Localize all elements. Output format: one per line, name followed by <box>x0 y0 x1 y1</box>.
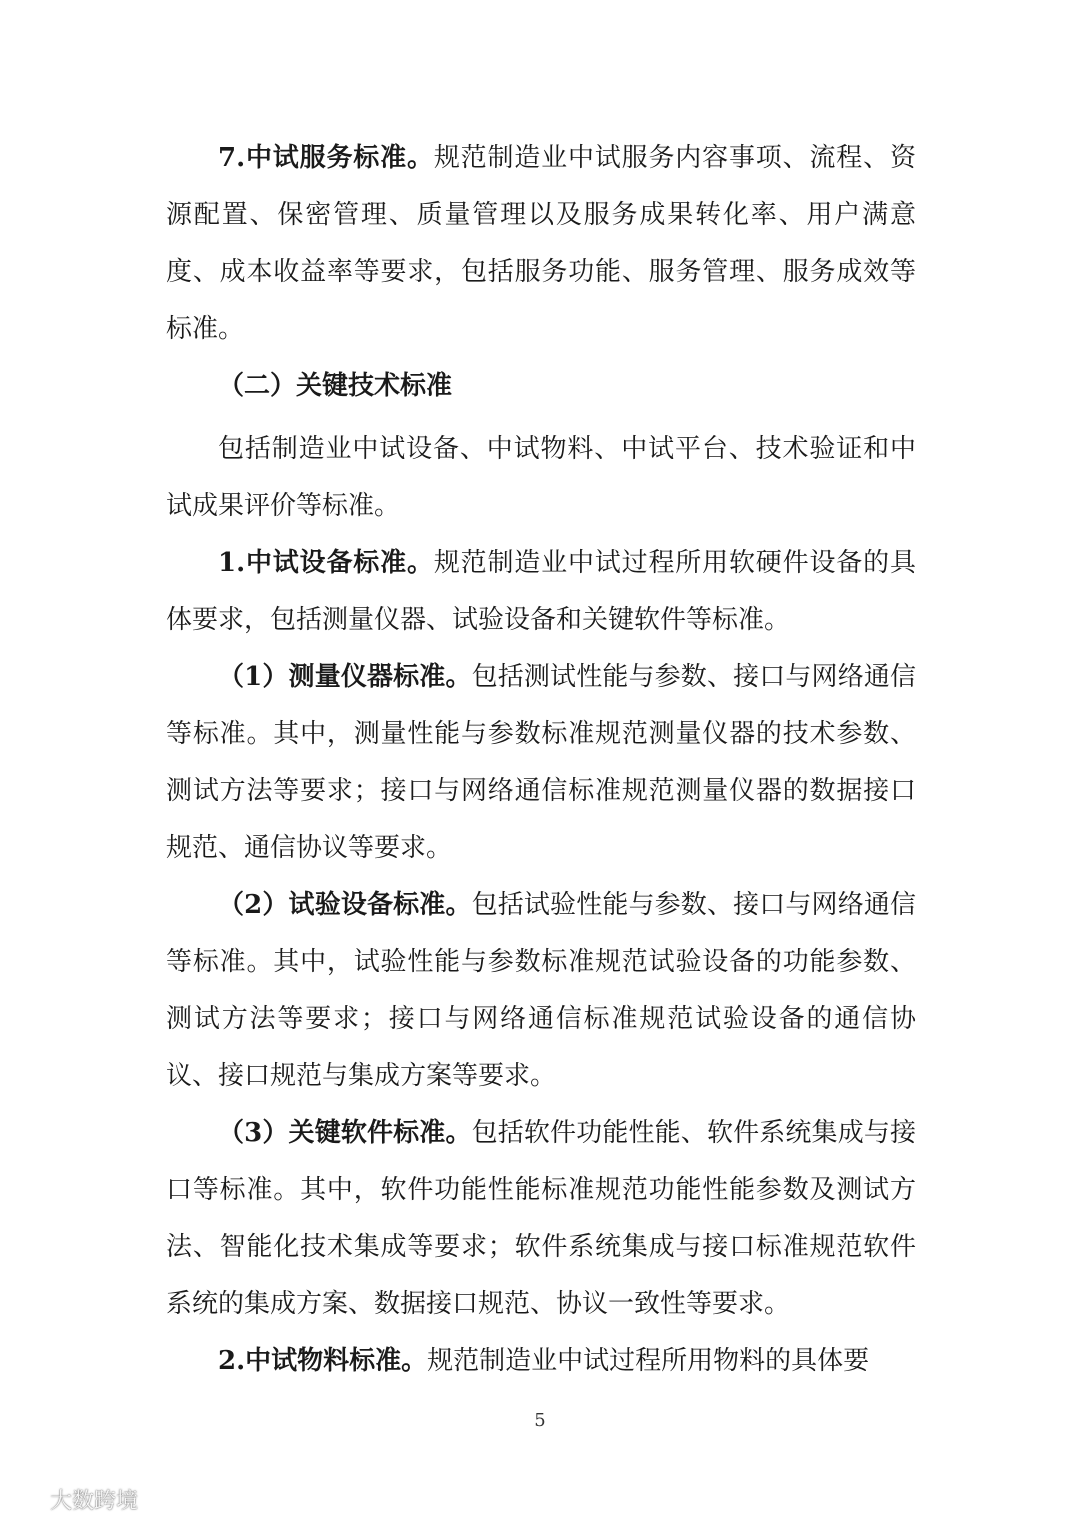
paragraph-equipment-standard <box>166 535 916 649</box>
paragraph-service-standard <box>166 130 916 358</box>
weibo-logo-icon <box>10 1487 44 1513</box>
paragraph-lead: 2.中试物料标准。 <box>218 1346 428 1376</box>
watermark <box>10 1484 138 1515</box>
paragraph-text: 规范制造业中试服务内容事项、流程、资源配置、保密管理、质量管理以及服务成果转化率、用户满意度、成本收益率等要求，包括服务功能、服务管理、服务成效等标准。 <box>166 143 916 344</box>
paragraph-text: 包括试验性能与参数、接口与网络通信等标准。其中，试验性能与参数标准规范试验设备的功能参数、测试方法等要求；接口与网络通信标准规范试验设备的通信协议、接口规范与集成方案等要求。 <box>166 890 916 1091</box>
document-body <box>166 130 916 1390</box>
paragraph-lead: 7.中试服务标准。 <box>218 143 434 173</box>
paragraph-key-software <box>166 1105 916 1333</box>
paragraph-material-standard <box>166 1333 916 1390</box>
paragraph-lead: 1.中试设备标准。 <box>218 548 434 578</box>
paragraph-measuring-instrument <box>166 649 916 877</box>
section-heading: （二）关键技术标准 <box>218 371 453 401</box>
paragraph-text: 规范制造业中试过程所用软硬件设备的具体要求，包括测量仪器、试验设备和关键软件等标准。 <box>166 548 916 635</box>
paragraph-lead: （2）试验设备标准。 <box>218 890 472 920</box>
paragraph-text: 包括测试性能与参数、接口与网络通信等标准。其中，测量性能与参数标准规范测量仪器的技术参数、测试方法等要求；接口与网络通信标准规范测量仪器的数据接口规范、通信协议等要求。 <box>166 662 916 863</box>
paragraph-test-equipment <box>166 877 916 1105</box>
page-number: 5 <box>534 1410 546 1431</box>
paragraph-text: 包括制造业中试设备、中试物料、中试平台、技术验证和中试成果评价等标准。 <box>166 434 916 521</box>
paragraph-lead: （1）测量仪器标准。 <box>218 662 472 692</box>
paragraph-text: 规范制造业中试过程所用物料的具体要 <box>427 1346 870 1376</box>
paragraph-text: 包括软件功能性能、软件系统集成与接口等标准。其中，软件功能性能标准规范功能性能参数及测试方法、智能化技术集成等要求；软件系统集成与接口标准规范软件系统的集成方案、数据接口规范、协议一致性等要求。 <box>166 1118 916 1319</box>
watermark-text: 大数跨境 <box>50 1489 139 1514</box>
paragraph-lead: （3）关键软件标准。 <box>218 1118 472 1148</box>
paragraph-intro <box>166 421 916 535</box>
